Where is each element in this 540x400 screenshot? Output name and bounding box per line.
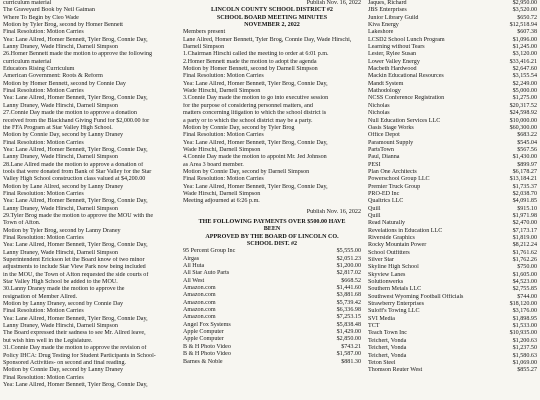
payment-amount: $1,429.00 xyxy=(336,329,361,336)
payment-row xyxy=(183,314,361,321)
payee-name: Oasis Stage Works xyxy=(368,124,414,131)
payment-amount: $60,300.00 xyxy=(509,124,537,131)
payment-amount: $3,520.00 xyxy=(512,7,537,14)
text-line: Darnell Simpson xyxy=(183,44,225,51)
payment-amount: $744.00 xyxy=(517,293,537,300)
payment-row xyxy=(368,15,537,22)
payment-amount: $1,761.62 xyxy=(512,249,537,256)
payment-amount: $1,533.00 xyxy=(512,323,537,330)
payee-name: PartsTown xyxy=(368,146,394,153)
payment-row xyxy=(368,169,537,176)
payee-name: Kiva Energy xyxy=(368,22,399,29)
payment-amount: $2,470.00 xyxy=(512,220,537,227)
payment-amount: $10,935.00 xyxy=(509,330,537,337)
text-line: Superintendent Erickson let the Board know of two minor xyxy=(3,257,145,264)
text-line: Motion by Connie Day, second by Darnell Simpson xyxy=(183,168,310,175)
payment-row xyxy=(368,110,537,117)
payment-amount: $3,881.68 xyxy=(336,292,361,299)
payee-name: All Huta xyxy=(183,263,205,270)
payment-row xyxy=(183,336,361,343)
text-line: curriculum material xyxy=(3,0,52,6)
payment-amount: $18,120.00 xyxy=(509,301,537,308)
payee-name: Lower Valley Energy xyxy=(368,58,420,65)
text-line: Yea: Lane Allred, Homer Bennett, Tyler Brog, Connie Day, xyxy=(183,183,328,190)
text-line: Motion by Lanny Draney, second by Connie Day xyxy=(3,301,124,308)
text-line: Wade Hirschi, Darnell Simpson xyxy=(183,190,261,197)
payment-amount: $2,038.70 xyxy=(512,190,537,197)
payment-row xyxy=(183,307,361,314)
payment-amount: $1,762.26 xyxy=(512,257,537,264)
payment-row xyxy=(368,206,537,213)
payee-name: Apple Computer xyxy=(183,336,224,343)
payment-amount: $4,091.85 xyxy=(512,198,537,205)
text-line: Yea: Lane Allred, Homer Bennett, Tyler Brog, Connie Day, xyxy=(3,36,148,43)
payment-amount: $6,178.27 xyxy=(512,168,537,175)
text-line: 4.Connie Day made the motion to appoint Mr. Jed Johnson xyxy=(183,154,327,161)
payment-row xyxy=(368,81,537,88)
text-line: Final Resolution: Motion Carries xyxy=(3,29,84,36)
payment-amount: $5,000.00 xyxy=(512,88,537,95)
payee-name: Mathodology xyxy=(368,88,401,95)
text-line: 28.Lane Allred made the motion to approve a donation of xyxy=(3,161,144,168)
payment-amount: $7,173.17 xyxy=(512,227,537,234)
payment-amount: $1,430.00 xyxy=(512,154,537,161)
payment-amount: $2,647.60 xyxy=(512,66,537,73)
payment-amount: $2,817.02 xyxy=(336,270,361,277)
payments-title: THE FOLLOWING PAYMENTS OVER $500.00 HAVE xyxy=(198,218,346,225)
payment-row xyxy=(368,338,537,345)
payment-amount: $607.38 xyxy=(517,29,537,36)
payment-row xyxy=(368,22,537,29)
payment-amount: $7,253.15 xyxy=(336,314,361,321)
payee-name: Qualtrics LLC xyxy=(368,198,404,205)
payment-row xyxy=(368,323,537,330)
minutes-date: NOVEMBER 2, 2022 xyxy=(244,22,300,29)
payment-row xyxy=(368,264,537,271)
payment-amount: $1,605.00 xyxy=(512,271,537,278)
text-line: 26.Homer Bennett made the motion to approve the following xyxy=(3,51,153,58)
payment-amount: $5,739.42 xyxy=(336,299,361,306)
text-line: Members present xyxy=(183,29,226,36)
payee-name: LCSD2 School Lunch Program xyxy=(368,36,445,43)
text-line: American Government: Roots & Reform xyxy=(3,73,103,80)
text-line: in the MOU, the Town of Afton requested the side courts of xyxy=(3,271,149,278)
text-line: tools that were donated from Bank of Star Valley for the Star xyxy=(3,168,152,175)
text-line: Final Resolution: Motion Carries xyxy=(183,132,264,139)
payee-name: Teton Steel xyxy=(368,359,396,366)
payee-name: Paul, Dianna xyxy=(368,154,400,161)
payments-list xyxy=(183,248,361,366)
payee-name: Southern Metals LLC xyxy=(368,286,422,293)
text-line: matters concerning litigation to which the school district is xyxy=(183,110,327,117)
payee-name: Read Naturally xyxy=(368,220,406,227)
payee-name: Quill xyxy=(368,205,381,212)
payment-row xyxy=(183,263,361,270)
payee-name: TCT xyxy=(368,323,380,330)
text-line: Sponsored Activities- on second and final reading. xyxy=(3,359,127,366)
payment-row xyxy=(368,44,537,51)
text-line: Final Resolution: Motion Carries xyxy=(3,190,84,197)
payee-name: Junior Library Guild xyxy=(368,14,419,21)
payment-row xyxy=(368,279,537,286)
text-line: adjustments to include Star View Park now being included xyxy=(3,264,146,271)
text-line: 31.Connie Day made the motion to approve the revision of xyxy=(3,345,147,352)
payment-row xyxy=(368,95,537,102)
payee-name: Amazon.com xyxy=(183,292,216,299)
payment-row xyxy=(183,351,361,358)
text-line: 29.Tyler Brog made the motion to approve the MOU with the xyxy=(3,212,154,219)
payment-row xyxy=(368,198,537,205)
text-line: Final Resolution: Motion Carries xyxy=(3,235,84,241)
payment-amount: $2,249.00 xyxy=(512,80,537,87)
payee-name: Rocky Mountain Power xyxy=(368,242,427,249)
text-line: Educators Rising Curriculum xyxy=(3,66,75,73)
payee-name: Nicholas xyxy=(368,110,390,117)
payment-amount: $668.52 xyxy=(341,277,361,284)
text-line: Valley High School construction class valued at $4,200.00 xyxy=(3,176,146,183)
payment-row xyxy=(368,176,537,183)
payee-name: B & H Photo Video xyxy=(183,343,231,350)
text-line: resignation of Member Allred. xyxy=(3,293,78,300)
text-line: as Area 3 board member. xyxy=(183,161,244,168)
payment-amount: $24,598.92 xyxy=(509,110,537,117)
payment-row xyxy=(368,88,537,95)
payment-amount: $915.10 xyxy=(517,205,537,212)
text-line: Final Resolution: Motion Carries xyxy=(3,139,84,146)
payee-name: Macbeth Hardwood xyxy=(368,66,417,73)
text-line: Motion by Connie Day, second by Lanny Draney xyxy=(3,367,124,374)
right-column xyxy=(368,0,537,375)
payment-row xyxy=(183,359,361,366)
text-line: Yea: Lane Allred, Homer Bennett, Tyler Brog, Connie Day, xyxy=(3,146,148,153)
payment-row xyxy=(368,103,537,110)
payment-row xyxy=(368,7,537,14)
payment-amount: $8,212.24 xyxy=(512,242,537,249)
payment-row xyxy=(368,51,537,58)
payment-amount: $4,523.00 xyxy=(512,279,537,286)
text-line: the FFA Program at Star Valley High School. xyxy=(3,124,113,131)
payment-row xyxy=(368,191,537,198)
payee-name: Teach Town Inc xyxy=(368,330,407,337)
payee-name: Plan One Architects xyxy=(368,168,417,175)
payee-name: Jaques, Richard xyxy=(368,0,407,6)
payment-row xyxy=(368,132,537,139)
payment-row xyxy=(368,147,537,154)
text-line: Where To Begin by Cleo Wade xyxy=(3,14,79,21)
text-line: a party or to which the school district may be a party. xyxy=(183,117,313,124)
text-line: for the purpose of considering personnel matters, and xyxy=(183,102,313,109)
payment-amount: $2,051.23 xyxy=(336,255,361,262)
payee-name: Strawberry Enterprises xyxy=(368,301,425,308)
payment-row xyxy=(368,294,537,301)
text-line: Motion by Homer Bennett, second by Darnell Simpson xyxy=(183,66,318,73)
payment-amount: $5,555.00 xyxy=(336,248,361,255)
payment-row xyxy=(183,248,361,255)
payee-name: Angel Fox Systems xyxy=(183,321,231,328)
text-line: Lanny Draney, Wade Hirschi, Darnell Simpson xyxy=(3,44,118,51)
payee-name: Mackin Educational Resources xyxy=(368,73,444,80)
payment-row xyxy=(368,286,537,293)
payment-row xyxy=(368,228,537,235)
payment-amount: $3,176.00 xyxy=(512,308,537,315)
left-column xyxy=(3,0,176,389)
payee-name: Amazon.com xyxy=(183,314,216,321)
payee-name: Nicholas xyxy=(368,102,390,109)
text-line: Yea: Lane Allred, Homer Bennett, Tyler Brog, Connie Day, xyxy=(183,80,328,87)
middle-column xyxy=(183,0,361,366)
payee-name: All Star Auto Parts xyxy=(183,270,230,277)
text-line: The Graveyard Book by Neil Gaiman xyxy=(3,7,95,14)
text-line: Lane Allred, Homer Bennett, Tyler Brog, Connie Day, Wade Hirschi, xyxy=(183,36,352,43)
payment-amount: $881.30 xyxy=(341,358,361,365)
payee-name: Southwest Wyoming Football Officials xyxy=(368,293,464,300)
payment-row xyxy=(368,301,537,308)
payee-name: Amazon.com xyxy=(183,299,216,306)
payment-amount: $743.21 xyxy=(341,343,361,350)
payee-name: Office Depot xyxy=(368,132,400,139)
payment-row xyxy=(368,257,537,264)
text-line: Policy IHCA: Drug Testing for Student Participants in School- xyxy=(3,352,156,359)
text-line: Final Resolution: Motion Carries xyxy=(3,88,84,95)
payee-name: 95 Percent Group Inc xyxy=(183,248,236,255)
minutes-body xyxy=(183,29,361,205)
payment-row xyxy=(368,353,537,360)
payment-row xyxy=(368,213,537,220)
text-line: Star Valley High School be added to the MOU. xyxy=(3,279,118,286)
payment-row xyxy=(368,0,537,7)
payment-amount: $5,838.48 xyxy=(336,321,361,328)
text-line: Town of Afton. xyxy=(3,220,41,227)
payment-amount: $3,120.00 xyxy=(512,51,537,58)
payment-row xyxy=(183,278,361,285)
payment-amount: $1,237.50 xyxy=(512,345,537,352)
minutes-subtitle: SCHOOL BOARD MEETING MINUTES xyxy=(216,14,328,21)
payee-name: All West xyxy=(183,277,205,284)
payee-name: Solutionwerks xyxy=(368,279,404,286)
text-line: Motion by Connie Day, second by Tyler Brog xyxy=(183,124,295,131)
payee-name: Thomson Reuter West xyxy=(368,367,423,374)
payment-row xyxy=(183,329,361,336)
payment-amount: $1,275.00 xyxy=(512,95,537,102)
payment-row xyxy=(368,184,537,191)
text-line: Motion by Tyler Brog, second by Lanny Draney xyxy=(3,227,121,234)
text-line: Lanny Draney, Wade Hirschi, Darnell Simpson xyxy=(3,249,118,256)
text-line: Yea: Lane Allred, Homer Bennett, Tyler Brog, Connie Day, xyxy=(3,242,148,249)
payment-amount: $1,898.95 xyxy=(512,315,537,322)
payment-row xyxy=(368,330,537,337)
payment-row xyxy=(368,272,537,279)
text-line: Lanny Draney, Wade Hirschi, Darnell Simpson xyxy=(3,102,118,109)
payment-amount: $2,755.85 xyxy=(512,286,537,293)
payments-district: SCHOOL DIST. #2 xyxy=(246,241,298,247)
payment-row xyxy=(183,285,361,292)
text-line: 2.Homer Bennett made the motion to adopt the agenda xyxy=(183,58,317,65)
text-line: Final Resolution: Motion Carries xyxy=(183,73,264,80)
payee-name: B & H Photo Video xyxy=(183,351,231,358)
payment-amount: $1,200.63 xyxy=(512,337,537,344)
payee-name: Suloff's Towing LLC xyxy=(368,308,420,315)
payment-row xyxy=(183,344,361,351)
payee-name: Paramount Supply xyxy=(368,139,414,146)
payee-name: SVI Media xyxy=(368,315,395,322)
text-line: Wade Hirschi, Darnell Simpson xyxy=(183,146,261,153)
text-line: 1.Chairman Hirschi called the meeting to order at 6:01 p.m. xyxy=(183,51,329,58)
payment-amount: $855.27 xyxy=(517,367,537,374)
payment-row xyxy=(183,270,361,277)
payment-row xyxy=(368,316,537,323)
payment-amount: $1,096.00 xyxy=(512,36,537,43)
payment-amount: $1,819.00 xyxy=(512,235,537,241)
payment-amount: $1,200.00 xyxy=(336,263,361,270)
payee-name: Amazon.com xyxy=(183,307,216,314)
payment-row xyxy=(368,118,537,125)
payment-amount: $567.56 xyxy=(517,146,537,153)
payee-name: Lakeshore xyxy=(368,29,394,36)
text-line: Motion by Tyler Brog, second by Homer Bennett xyxy=(3,22,123,29)
payment-amount: $33,416.21 xyxy=(509,58,537,65)
payment-row xyxy=(368,66,537,73)
payment-row xyxy=(183,256,361,263)
payee-name: Null Education Services LLC xyxy=(368,117,441,124)
payment-amount: $1,735.37 xyxy=(512,183,537,190)
payee-name: NCSS Conference Registration xyxy=(368,95,445,102)
payee-name: Revelations in Education LLC xyxy=(368,227,443,234)
payment-amount: $2,850.00 xyxy=(336,336,361,343)
text-line: Final Resolution: Motion Carries xyxy=(183,176,264,183)
payment-row xyxy=(368,29,537,36)
payment-row xyxy=(368,37,537,44)
publish-line-2: Publish Nov. 16, 2022 xyxy=(306,208,361,215)
payee-name: PRO-ED Inc xyxy=(368,190,400,197)
payment-row xyxy=(368,308,537,315)
text-line: Yea: Lane Allred, Homer Bennett, Tyler Brog, Connie Day, xyxy=(3,381,148,388)
payment-amount: $3,155.54 xyxy=(512,73,537,80)
text-line: Lanny Draney, Wade Hirschi, Darnell Simpson xyxy=(3,323,118,330)
payment-amount: $545.04 xyxy=(517,139,537,146)
payment-row xyxy=(368,125,537,132)
payee-name: Mandt System xyxy=(368,80,404,87)
payee-name: Apple Computer xyxy=(183,329,224,336)
text-line: Motion by Connie Day, second by Lanny Draney xyxy=(3,132,124,139)
text-line: Wade Hirschi, Darnell Simpson xyxy=(183,88,261,95)
payee-name: Amazon.com xyxy=(183,285,216,292)
payment-amount: $1,580.63 xyxy=(512,352,537,359)
payee-name: Teichert, Vonda xyxy=(368,337,407,344)
text-line: 3.Connie Day made the motion to go into executive session xyxy=(183,95,329,102)
text-line: Meeting adjourned at 6:26 p.m. xyxy=(183,198,260,205)
payee-name: Premier Truck Group xyxy=(368,183,421,190)
payment-row xyxy=(368,154,537,161)
text-line: but wish him well in the Legislature. xyxy=(3,337,93,344)
text-line: The Board expressed their sadness to see Mr. Allred leave, xyxy=(3,330,146,337)
payment-amount: $6,336.98 xyxy=(336,307,361,314)
payment-amount: $12,518.94 xyxy=(509,22,537,29)
payment-amount: $13,184.21 xyxy=(509,176,537,183)
payee-name: School Outfitters xyxy=(368,249,410,256)
text-line: received from the Blackhand Giving Fund for $2,000.00 for xyxy=(3,117,150,124)
payment-row xyxy=(368,242,537,249)
text-line: Lanny Draney, Wade Hirschi, Darnell Simpson xyxy=(3,154,118,161)
payment-row xyxy=(368,162,537,169)
payment-amount: $1,971.98 xyxy=(512,212,537,219)
payment-amount: $1,441.60 xyxy=(336,285,361,292)
text-line: Lanny Draney, Wade Hirschi, Darnell Simpson xyxy=(3,205,118,212)
payment-amount: $1,069.00 xyxy=(512,359,537,366)
text-line: Final Resolution: Motion Carries xyxy=(3,374,84,381)
text-line: Final Resolution: Motion Carries xyxy=(3,308,84,315)
payment-row xyxy=(368,140,537,147)
payee-name: JBS Enterprises xyxy=(368,7,407,14)
payment-row xyxy=(368,345,537,352)
payee-name: Skyline High School xyxy=(368,264,419,271)
payee-name: Quill xyxy=(368,212,381,219)
payee-name: Barnes & Noble xyxy=(183,358,223,365)
payee-name: PESI xyxy=(368,161,381,168)
payment-amount: $1,245.00 xyxy=(512,44,537,51)
payment-amount: $10,000.00 xyxy=(509,117,537,124)
payment-row xyxy=(183,300,361,307)
payee-name: Skyview Lanes xyxy=(368,271,406,278)
payment-row xyxy=(368,73,537,80)
payment-amount: $683.22 xyxy=(517,132,537,139)
payment-row xyxy=(183,322,361,329)
text-line: Motion by Lane Allred, second by Lanny Draney xyxy=(3,183,124,190)
minutes-title: LINCOLN COUNTY SCHOOL DISTRICT #2 xyxy=(211,7,333,14)
payment-amount: $750.00 xyxy=(517,264,537,271)
payee-name: Teichert, Vonda xyxy=(368,352,407,359)
text-line: Yea: Lane Allred, Homer Bennett, Tyler Brog, Connie Day, xyxy=(3,315,148,322)
payment-row xyxy=(368,360,537,367)
payment-amount: $899.97 xyxy=(517,161,537,168)
payee-name: Airgas xyxy=(183,255,200,262)
payment-row xyxy=(368,59,537,66)
text-line: curriculum material xyxy=(3,58,52,65)
payee-name: Silver Star xyxy=(368,257,394,264)
payee-name: Lester, Rylee Susan xyxy=(368,51,417,58)
publish-line: Publish Nov. 16, 2022 xyxy=(306,0,361,6)
text-line: 30.Lanny Draney made the motion to approve the xyxy=(3,286,125,293)
payment-amount: $20,317.52 xyxy=(509,102,537,109)
text-line: Yea: Lane Allred, Homer Bennett, Tyler Brog, Connie Day, xyxy=(3,198,148,205)
payment-row xyxy=(368,367,537,374)
payment-row xyxy=(368,235,537,242)
text-line: Yea: Lane Allred, Homer Bennett, Tyler Brog, Connie Day, xyxy=(183,139,328,146)
payee-name: Teichert, Vonda xyxy=(368,345,407,352)
payment-row xyxy=(368,250,537,257)
text-line: 27.Connie Day made the motion to approve a donation xyxy=(3,110,137,117)
payee-name: Powerschool Group LLC xyxy=(368,176,430,183)
text-line: Motion by Homer Bennett, second by Connie Day xyxy=(3,80,126,87)
payments-subtitle: APPROVED BY THE BOARD OF LINCOLN CO. xyxy=(205,233,339,240)
payee-name: Riverside Graphics xyxy=(368,235,415,241)
payment-amount: $2,950.00 xyxy=(512,0,537,6)
text-line: Yea: Lane Allred, Homer Bennett, Tyler Brog, Connie Day, xyxy=(3,95,148,102)
payment-row xyxy=(183,292,361,299)
payments-title-cont: BEEN xyxy=(263,226,281,233)
payee-name: Learning without Tears xyxy=(368,44,425,51)
payment-amount: $1,587.00 xyxy=(336,351,361,358)
payment-row xyxy=(368,220,537,227)
payment-amount: $650.72 xyxy=(517,14,537,21)
